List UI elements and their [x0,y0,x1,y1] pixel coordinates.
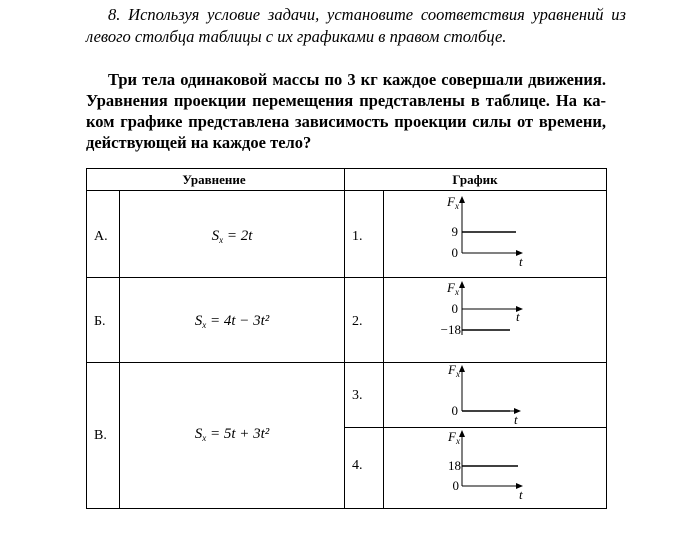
row-letter-v: В. [94,428,107,443]
graph-number-2: 2. [352,314,363,329]
graph-1-tick-9: 9 [451,224,458,239]
row-letter-b: Б. [94,314,106,329]
graph-1-x-label: t [519,254,523,269]
graph-4-y-label: $F_x$ [448,429,460,446]
graph-number-3: 3. [352,388,363,403]
table-grid [87,169,607,509]
graph-4-tick-0: 0 [452,478,459,493]
equation-b: $S_x = 4t - 3t^2$ [194,313,270,330]
graph-number-4: 4. [352,458,363,473]
graph-2 [441,280,522,337]
graph-1 [446,194,523,269]
graph-2-tick-0: 0 [451,301,458,316]
row-letter-a: А. [94,229,108,244]
graph-number-1: 1. [352,229,363,244]
task-instruction: 8. Используя условие задачи, установите соответствия уравнений из левого столбца таблицы с их графиками в правом столбце. [86,5,626,46]
graph-4 [447,429,523,502]
graph-2-y-label: $F_x$ [447,280,459,297]
graph-1-y-label: $F_x$ [447,194,459,211]
graph-3-y-label: $F_x$ [448,362,460,379]
header-graph: График [452,172,498,187]
problem-statement: Три тела одинаковой массы по 3 кг каждое совершали движения. Уравнения проекции перемещения представлены в таблице. На каком графике представлена зависимость проекции силы от времени, действующей на каждое тело? [86,70,606,152]
header-equation: Уравнение [182,172,246,187]
graph-2-x-label: t [516,309,520,324]
graph-3-tick-0: 0 [451,403,458,418]
graph-3-x-label: t [514,412,518,427]
graph-1-tick-0: 0 [451,245,458,260]
equation-a: $S_x = 2t$ [211,228,253,245]
graph-3 [447,362,520,427]
graph-2-tick-neg18: −18 [440,322,461,337]
graph-4-tick-18: 18 [448,458,461,473]
graph-4-x-label: t [519,487,523,502]
equation-v: $S_x = 5t + 3t^2$ [194,426,270,443]
